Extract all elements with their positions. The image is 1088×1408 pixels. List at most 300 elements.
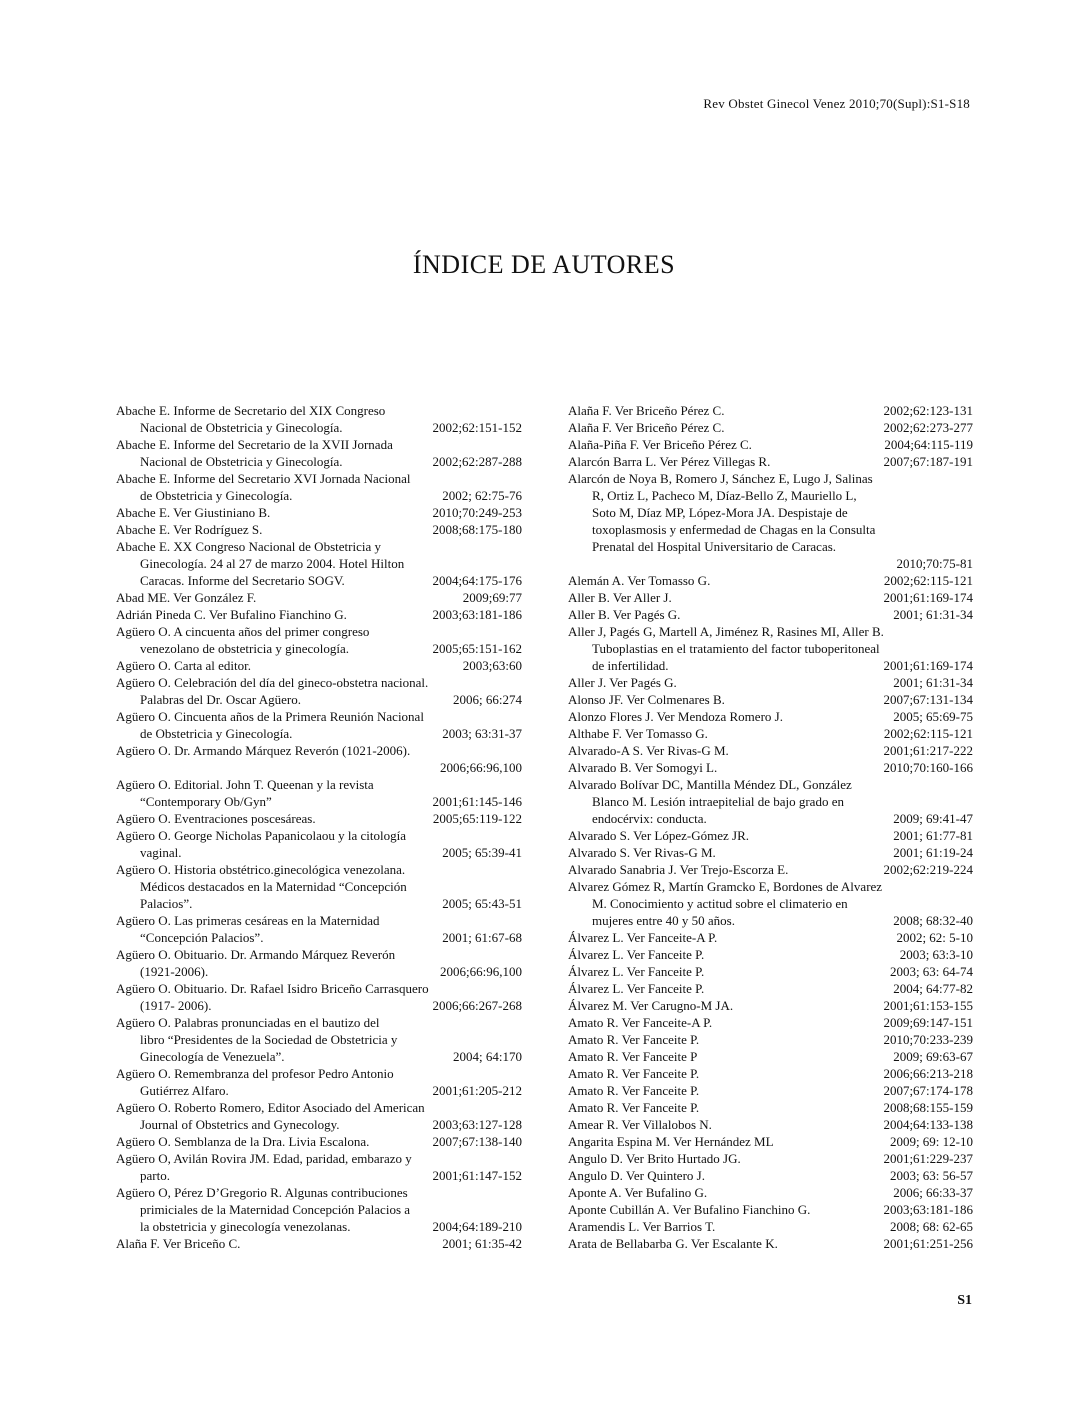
entry-text-line: Abache E. Ver Rodríguez S.	[116, 522, 263, 537]
citation-reference: 2004; 64:77-82	[893, 981, 973, 996]
entry-text-line: “Contemporary Ob/Gyn”	[140, 794, 272, 809]
citation-reference: 2002;62:115-121	[883, 573, 973, 588]
citation-reference: 2001; 61:31-34	[893, 675, 973, 690]
entry-text-line: Agüero O. Las primeras cesáreas en la Maternidad	[116, 913, 380, 928]
entry-text-line: Abache E. XX Congreso Nacional de Obstetricia y	[116, 539, 381, 554]
entry-citation-line	[116, 640, 522, 657]
entry-text-line: Álvarez L. Ver Fanceite P.	[568, 964, 705, 979]
entry-text-line: Nacional de Obstetricia y Ginecología.	[140, 420, 343, 435]
citation-reference: 2003;63:181-186	[432, 607, 522, 622]
entry-citation-line	[568, 453, 973, 470]
citation-reference: 2010;70:160-166	[883, 760, 973, 775]
entry-text-line: Amato R. Ver Fanceite P	[568, 1049, 698, 1064]
entry-text-line: de Obstetricia y Ginecología.	[140, 726, 293, 741]
entry-text-line: Agüero O. A cincuenta años del primer congreso	[116, 624, 370, 639]
index-entry	[116, 980, 522, 1014]
citation-reference: 2005;65:151-162	[432, 641, 522, 656]
entry-text-line: Agüero O. Obituario. Dr. Armando Márquez Reverón	[116, 947, 396, 962]
index-entry	[568, 1014, 973, 1031]
entry-text-line: primiciales de la Maternidad Concepción Palacios a	[140, 1202, 411, 1217]
index-entry	[568, 1082, 973, 1099]
citation-reference: 2010;70:75-81	[896, 556, 973, 571]
citation-reference: 2002;62:287-288	[432, 454, 522, 469]
entry-citation-line	[116, 1218, 522, 1235]
entry-text-line: Agüero O. Carta al editor.	[116, 658, 252, 673]
entry-citation-line	[568, 708, 973, 725]
entry-text-line: Amato R. Ver Fanceite P.	[568, 1100, 700, 1115]
entry-text-line: Ginecología. 24 al 27 de marzo 2004. Hotel Hilton	[140, 556, 405, 571]
citation-reference: 2001; 61:35-42	[442, 1236, 522, 1251]
citation-reference: 2006;66:96,100	[440, 760, 522, 775]
entry-citation-line	[568, 674, 973, 691]
citation-reference: 2002; 62:75-76	[442, 488, 522, 503]
index-entry	[568, 470, 973, 572]
index-entry	[116, 436, 522, 470]
index-entry	[116, 589, 522, 606]
entry-text-line: Agüero O. Cincuenta años de la Primera Reunión Nacional	[116, 709, 424, 724]
entry-text-line: Alvarado Sanabria J. Ver Trejo-Escorza E.	[568, 862, 789, 877]
entry-citation-line	[568, 946, 973, 963]
index-entry	[116, 1150, 522, 1184]
index-entry	[116, 1184, 522, 1235]
entry-text-line: toxoplasmosis y enfermedad de Chagas en la Consulta	[592, 522, 876, 537]
entry-citation-line	[568, 1235, 973, 1252]
entry-text-line: Blanco M. Lesión intraepitelial de bajo grado en	[592, 794, 844, 809]
index-entry	[568, 1031, 973, 1048]
entry-text-line: Álvarez L. Ver Fanceite P.	[568, 947, 705, 962]
entry-citation-line	[116, 1048, 522, 1065]
entry-text-line: Agüero O. Remembranza del profesor Pedro Antonio	[116, 1066, 394, 1081]
entry-text-line: Palabras del Dr. Oscar Agüero.	[140, 692, 302, 707]
entry-citation-line	[116, 419, 522, 436]
index-entry	[116, 1014, 522, 1065]
index-entry	[116, 810, 522, 827]
index-entry	[568, 623, 973, 674]
citation-reference: 2002;62:123-131	[883, 403, 973, 418]
entry-text-line: (1917- 2006).	[140, 998, 212, 1013]
entry-text-line: (1921-2006).	[140, 964, 209, 979]
entry-text-line: Abache E. Ver Giustiniano B.	[116, 505, 271, 520]
entry-citation-line	[116, 504, 522, 521]
index-entry	[568, 419, 973, 436]
entry-text-line: Aller J. Ver Pagés G.	[568, 675, 677, 690]
entry-citation-line	[116, 691, 522, 708]
entry-citation-line	[568, 1201, 973, 1218]
entry-text-line: Amato R. Ver Fanceite-A P.	[568, 1015, 713, 1030]
entry-text-line: Agüero O, Avilán Rovira JM. Edad, paridad, embarazo y	[116, 1151, 412, 1166]
entry-citation-line	[568, 1184, 973, 1201]
entry-citation-line	[116, 572, 522, 589]
entry-text-line: Agüero O. Obituario. Dr. Rafael Isidro Briceño Carrasquero	[116, 981, 429, 996]
entry-text-line: Prenatal del Hospital Universitario de Caracas.	[592, 539, 837, 554]
entry-citation-line	[568, 810, 973, 827]
entry-text-line: Amear R. Ver Villalobos N.	[568, 1117, 712, 1132]
index-entry	[116, 674, 522, 708]
citation-reference: 2007;67:138-140	[432, 1134, 522, 1149]
citation-reference: 2004;64:175-176	[432, 573, 522, 588]
index-entry	[116, 402, 522, 436]
entry-citation-line	[568, 1031, 973, 1048]
entry-text-line: Álvarez L. Ver Fanceite-A P.	[568, 930, 718, 945]
journal-citation: Rev Obstet Ginecol Venez 2010;70(Supl):S1-S18	[703, 96, 970, 111]
entry-citation-line	[116, 1235, 522, 1252]
entry-citation-line	[568, 1099, 973, 1116]
author-index-column-left	[116, 402, 522, 1252]
entry-text-line: Aller B. Ver Pagés G.	[568, 607, 681, 622]
entry-citation-line	[116, 1133, 522, 1150]
index-entry	[568, 589, 973, 606]
entry-citation-line	[568, 572, 973, 589]
entry-text-line: Aramendis L. Ver Barrios T.	[568, 1219, 716, 1234]
citation-reference: 2004;64:115-119	[884, 437, 973, 452]
entry-citation-line	[568, 1133, 973, 1150]
entry-citation-line	[568, 827, 973, 844]
index-entry	[568, 436, 973, 453]
citation-reference: 2005; 65:69-75	[893, 709, 973, 724]
citation-reference: 2009; 69: 12-10	[889, 1134, 973, 1149]
entry-text-line: Alaña F. Ver Briceño C.	[116, 1236, 241, 1251]
citation-reference: 2003; 63:3-10	[899, 947, 973, 962]
entry-text-line: Agüero O. Palabras pronunciadas en el bautizo del	[116, 1015, 380, 1030]
entry-citation-line	[568, 759, 973, 776]
entry-citation-line	[116, 1082, 522, 1099]
entry-citation-line	[568, 742, 973, 759]
entry-text-line: Alarcón Barra L. Ver Pérez Villegas R.	[568, 454, 771, 469]
entry-text-line: Caracas. Informe del Secretario SOGV.	[140, 573, 345, 588]
citation-reference: 2005;65:119-122	[432, 811, 522, 826]
entry-citation-line	[568, 1014, 973, 1031]
entry-text-line: Amato R. Ver Fanceite P.	[568, 1083, 700, 1098]
author-index-column-right	[568, 402, 973, 1252]
entry-citation-line	[568, 912, 973, 929]
citation-reference: 2006;66:267-268	[432, 998, 522, 1013]
index-entry	[568, 402, 973, 419]
index-entry	[568, 878, 973, 929]
index-entry	[116, 1235, 522, 1252]
citation-reference: 2009; 69:63-67	[893, 1049, 973, 1064]
entry-text-line: Aponte Cubillán A. Ver Bufalino Fianchino G.	[568, 1202, 811, 1217]
entry-text-line: Alemán A. Ver Tomasso G.	[568, 573, 711, 588]
entry-text-line: Abache E. Informe del Secretario XVI Jornada Nacional	[116, 471, 411, 486]
citation-reference: 2006; 66:33-37	[893, 1185, 973, 1200]
citation-reference: 2003; 63: 56-57	[889, 1168, 973, 1183]
citation-reference: 2003;63:60	[462, 658, 522, 673]
citation-reference: 2009;69:147-151	[883, 1015, 973, 1030]
index-entry	[568, 946, 973, 963]
citation-reference: 2007;67:174-178	[883, 1083, 973, 1098]
citation-reference: 2009; 69:41-47	[893, 811, 973, 826]
index-entry	[116, 623, 522, 657]
citation-reference: 2002;62:151-152	[432, 420, 522, 435]
page-title: ÍNDICE DE AUTORES	[412, 250, 676, 279]
entry-text-line: Angarita Espina M. Ver Hernández ML	[568, 1134, 774, 1149]
citation-reference: 2001;61:229-237	[883, 1151, 973, 1166]
entry-citation-line	[568, 1150, 973, 1167]
entry-text-line: Alvarez Gómez R, Martín Gramcko E, Bordones de Alvarez	[568, 879, 883, 894]
citation-reference: 2007;67:187-191	[883, 454, 973, 469]
citation-reference: 2003; 63: 64-74	[889, 964, 973, 979]
entry-text-line: Arata de Bellabarba G. Ver Escalante K.	[568, 1236, 778, 1251]
entry-text-line: Adrián Pineda C. Ver Bufalino Fianchino G.	[116, 607, 347, 622]
entry-text-line: Gutiérrez Alfaro.	[140, 1083, 229, 1098]
index-entry	[568, 1218, 973, 1235]
entry-text-line: mujeres entre 40 y 50 años.	[592, 913, 735, 928]
citation-reference: 2001;61:169-174	[883, 658, 973, 673]
entry-text-line: Althabe F. Ver Tomasso G.	[568, 726, 708, 741]
citation-reference: 2006;66:96,100	[440, 964, 522, 979]
entry-citation-line	[116, 963, 522, 980]
entry-citation-line	[568, 844, 973, 861]
citation-reference: 2010;70:233-239	[883, 1032, 973, 1047]
entry-text-line: Agüero O. Eventraciones poscesáreas.	[116, 811, 316, 826]
entry-citation-line	[568, 589, 973, 606]
index-entry	[116, 538, 522, 589]
entry-citation-line	[568, 997, 973, 1014]
entry-text-line: Alvarado-A S. Ver Rivas-G M.	[568, 743, 729, 758]
citation-reference: 2001;61:169-174	[883, 590, 973, 605]
citation-reference: 2006;66:213-218	[883, 1066, 973, 1081]
entry-text-line: Ginecología de Venezuela”.	[140, 1049, 285, 1064]
entry-citation-line	[568, 980, 973, 997]
entry-text-line: Agüero O. George Nicholas Papanicolaou y la citología	[116, 828, 407, 843]
entry-citation-line	[568, 606, 973, 623]
entry-text-line: la obstetricia y ginecología venezolanas.	[140, 1219, 351, 1234]
citation-reference: 2008;68:175-180	[432, 522, 522, 537]
citation-reference: 2005; 65:43-51	[442, 896, 522, 911]
entry-text-line: Aller B. Ver Aller J.	[568, 590, 672, 605]
entry-text-line: endocérvix: conducta.	[592, 811, 707, 826]
index-entry	[568, 1133, 973, 1150]
citation-reference: 2009;69:77	[462, 590, 522, 605]
citation-reference: 2002;62:115-121	[883, 726, 973, 741]
entry-citation-line	[568, 1116, 973, 1133]
citation-reference: 2001; 61:67-68	[442, 930, 522, 945]
entry-text-line: Agüero O. Roberto Romero, Editor Asociado del American	[116, 1100, 425, 1115]
entry-citation-line	[568, 402, 973, 419]
index-entry	[568, 827, 973, 844]
entry-text-line: Alonso JF. Ver Colmenares B.	[568, 692, 725, 707]
citation-reference: 2001;61:145-146	[432, 794, 522, 809]
entry-citation-line	[568, 436, 973, 453]
entry-citation-line	[568, 657, 973, 674]
entry-text-line: libro “Presidentes de la Sociedad de Obstetricia y	[140, 1032, 398, 1047]
entry-citation-line	[568, 963, 973, 980]
citation-reference: 2001;61:147-152	[432, 1168, 522, 1183]
entry-text-line: Agüero O, Pérez D’Gregorio R. Algunas contribuciones	[116, 1185, 408, 1200]
entry-text-line: Agüero O. Historia obstétrico.ginecológica venezolana.	[116, 862, 406, 877]
entry-text-line: Aller J, Pagés G, Martell A, Jiménez R, Rasines MI, Aller B.	[568, 624, 884, 639]
entry-citation-line	[568, 725, 973, 742]
citation-reference: 2004;64:133-138	[883, 1117, 973, 1132]
entry-text-line: Nacional de Obstetricia y Ginecología.	[140, 454, 343, 469]
citation-reference: 2008;68:155-159	[883, 1100, 973, 1115]
citation-reference: 2003; 63:31-37	[442, 726, 522, 741]
index-entry	[568, 453, 973, 470]
index-entry	[116, 1099, 522, 1133]
citation-reference: 2010;70:249-253	[432, 505, 522, 520]
entry-text-line: Álvarez M. Ver Carugno-M JA.	[568, 998, 734, 1013]
entry-text-line: Palacios”.	[140, 896, 193, 911]
citation-reference: 2001; 61:77-81	[893, 828, 973, 843]
entry-citation-line	[568, 1082, 973, 1099]
entry-citation-line	[116, 997, 522, 1014]
entry-text-line: parto.	[140, 1168, 170, 1183]
entry-text-line: Alvarado Bolívar DC, Mantilla Méndez DL, González	[568, 777, 852, 792]
index-entry	[568, 1065, 973, 1082]
citation-reference: 2002;62:273-277	[883, 420, 973, 435]
entry-citation-line	[116, 657, 522, 674]
index-entry	[568, 606, 973, 623]
entry-citation-line	[568, 1065, 973, 1082]
entry-citation-line	[116, 487, 522, 504]
entry-text-line: Abad ME. Ver González F.	[116, 590, 257, 605]
entry-text-line: Alaña F. Ver Briceño Pérez C.	[568, 403, 725, 418]
entry-text-line: Médicos destacados en la Maternidad “Concepción	[140, 879, 407, 894]
entry-text-line: Amato R. Ver Fanceite P.	[568, 1066, 700, 1081]
index-entry	[568, 980, 973, 997]
citation-reference: 2004;64:189-210	[432, 1219, 522, 1234]
citation-reference: 2008; 68: 62-65	[889, 1219, 973, 1234]
index-entry	[116, 861, 522, 912]
index-entry	[568, 1150, 973, 1167]
entry-text-line: Journal of Obstetrics and Gynecology.	[140, 1117, 340, 1132]
index-entry	[568, 1048, 973, 1065]
entry-citation-line	[116, 844, 522, 861]
entry-citation-line	[568, 419, 973, 436]
citation-reference: 2008; 68:32-40	[893, 913, 973, 928]
index-entry	[568, 742, 973, 759]
citation-reference: 2003;63:127-128	[432, 1117, 522, 1132]
entry-text-line: Tuboplastias en el tratamiento del factor tuboperitoneal	[592, 641, 880, 656]
citation-reference: 2001; 61:31-34	[893, 607, 973, 622]
entry-text-line: M. Conocimiento y actitud sobre el climaterio en	[592, 896, 848, 911]
entry-text-line: “Concepción Palacios”.	[140, 930, 264, 945]
citation-reference: 2003;63:181-186	[883, 1202, 973, 1217]
index-entry	[568, 708, 973, 725]
index-entry	[568, 929, 973, 946]
entry-text-line: Angulo D. Ver Quintero J.	[568, 1168, 705, 1183]
entry-text-line: Alonzo Flores J. Ver Mendoza Romero J.	[568, 709, 783, 724]
index-entry	[116, 827, 522, 861]
entry-citation-line	[568, 691, 973, 708]
index-entry	[568, 1201, 973, 1218]
citation-reference: 2001;61:217-222	[883, 743, 973, 758]
index-entry	[116, 1133, 522, 1150]
citation-reference: 2007;67:131-134	[883, 692, 973, 707]
entry-citation-line	[568, 1048, 973, 1065]
index-entry	[568, 725, 973, 742]
index-entry	[568, 776, 973, 827]
entry-citation-line	[116, 725, 522, 742]
index-entry	[116, 606, 522, 623]
entry-text-line: Alvarado B. Ver Somogyi L.	[568, 760, 718, 775]
entry-text-line: de Obstetricia y Ginecología.	[140, 488, 293, 503]
index-entry	[568, 1167, 973, 1184]
entry-text-line: venezolano de obstetricia y ginecología.	[140, 641, 350, 656]
index-entry	[568, 844, 973, 861]
entry-citation-line	[116, 929, 522, 946]
index-entry	[568, 691, 973, 708]
entry-text-line: Álvarez L. Ver Fanceite P.	[568, 981, 705, 996]
index-entry	[568, 963, 973, 980]
entry-text-line: R, Ortiz L, Pacheco M, Díaz-Bello Z, Mauriello L,	[592, 488, 857, 503]
entry-text-line: Agüero O. Celebración del día del gineco-obstetra nacional.	[116, 675, 429, 690]
citation-reference: 2001;61:153-155	[883, 998, 973, 1013]
entry-text-line: Amato R. Ver Fanceite P.	[568, 1032, 700, 1047]
entry-citation-line	[116, 810, 522, 827]
index-entry	[568, 1099, 973, 1116]
index-entry	[116, 657, 522, 674]
entry-citation-line	[116, 453, 522, 470]
index-entry	[116, 708, 522, 742]
index-entry	[116, 521, 522, 538]
entry-text-line: Alarcón de Noya B, Romero J, Sánchez E, Lugo J, Salinas	[568, 471, 873, 486]
page-number: S1	[957, 1293, 972, 1308]
index-entry	[116, 776, 522, 810]
citation-reference: 2001;61:251-256	[883, 1236, 973, 1251]
entry-citation-line	[568, 1167, 973, 1184]
entry-text-line: vaginal.	[140, 845, 182, 860]
index-entry	[568, 572, 973, 589]
entry-text-line: Aponte A. Ver Bufalino G.	[568, 1185, 708, 1200]
citation-reference: 2005; 65:39-41	[442, 845, 522, 860]
entry-citation-line	[568, 1218, 973, 1235]
entry-text-line: Agüero O. Dr. Armando Márquez Reverón (1021-2006).	[116, 743, 411, 758]
citation-reference: 2006; 66:274	[453, 692, 522, 707]
entry-text-line: Alvarado S. Ver Rivas-G M.	[568, 845, 716, 860]
index-entry	[116, 470, 522, 504]
entry-text-line: Abache E. Informe de Secretario del XIX Congreso	[116, 403, 386, 418]
citation-reference: 2002; 62: 5-10	[896, 930, 973, 945]
entry-citation-line	[116, 759, 522, 776]
entry-citation-line	[568, 861, 973, 878]
index-entry	[568, 1184, 973, 1201]
entry-citation-line	[116, 606, 522, 623]
index-entry	[568, 1116, 973, 1133]
entry-citation-line	[116, 895, 522, 912]
index-entry	[568, 1235, 973, 1252]
entry-text-line: Alvarado S. Ver López-Gómez JR.	[568, 828, 749, 843]
entry-citation-line	[116, 793, 522, 810]
index-entry	[568, 861, 973, 878]
entry-citation-line	[116, 589, 522, 606]
entry-text-line: Agüero O. Semblanza de la Dra. Livia Escalona.	[116, 1134, 370, 1149]
citation-reference: 2004; 64:170	[453, 1049, 522, 1064]
index-entry	[116, 1065, 522, 1099]
index-entry	[116, 912, 522, 946]
entry-text-line: Agüero O. Editorial. John T. Queenan y la revista	[116, 777, 374, 792]
entry-text-line: Abache E. Informe del Secretario de la XVII Jornada	[116, 437, 393, 452]
index-entry	[568, 759, 973, 776]
citation-reference: 2002;62:219-224	[883, 862, 973, 877]
entry-citation-line	[568, 555, 973, 572]
entry-text-line: Alaña F. Ver Briceño Pérez C.	[568, 420, 725, 435]
entry-citation-line	[116, 1116, 522, 1133]
index-entry	[568, 674, 973, 691]
entry-citation-line	[116, 1167, 522, 1184]
entry-text-line: Angulo D. Ver Brito Hurtado JG.	[568, 1151, 741, 1166]
entry-citation-line	[116, 521, 522, 538]
index-entry	[568, 997, 973, 1014]
index-entry	[116, 742, 522, 776]
index-entry	[116, 946, 522, 980]
entry-text-line: de infertilidad.	[592, 658, 669, 673]
entry-citation-line	[568, 929, 973, 946]
entry-text-line: Soto M, Díaz MP, López-Mora JA. Despistaje de	[592, 505, 848, 520]
citation-reference: 2001;61:205-212	[432, 1083, 522, 1098]
index-entry	[116, 504, 522, 521]
entry-text-line: Alaña-Piña F. Ver Briceño Pérez C.	[568, 437, 752, 452]
